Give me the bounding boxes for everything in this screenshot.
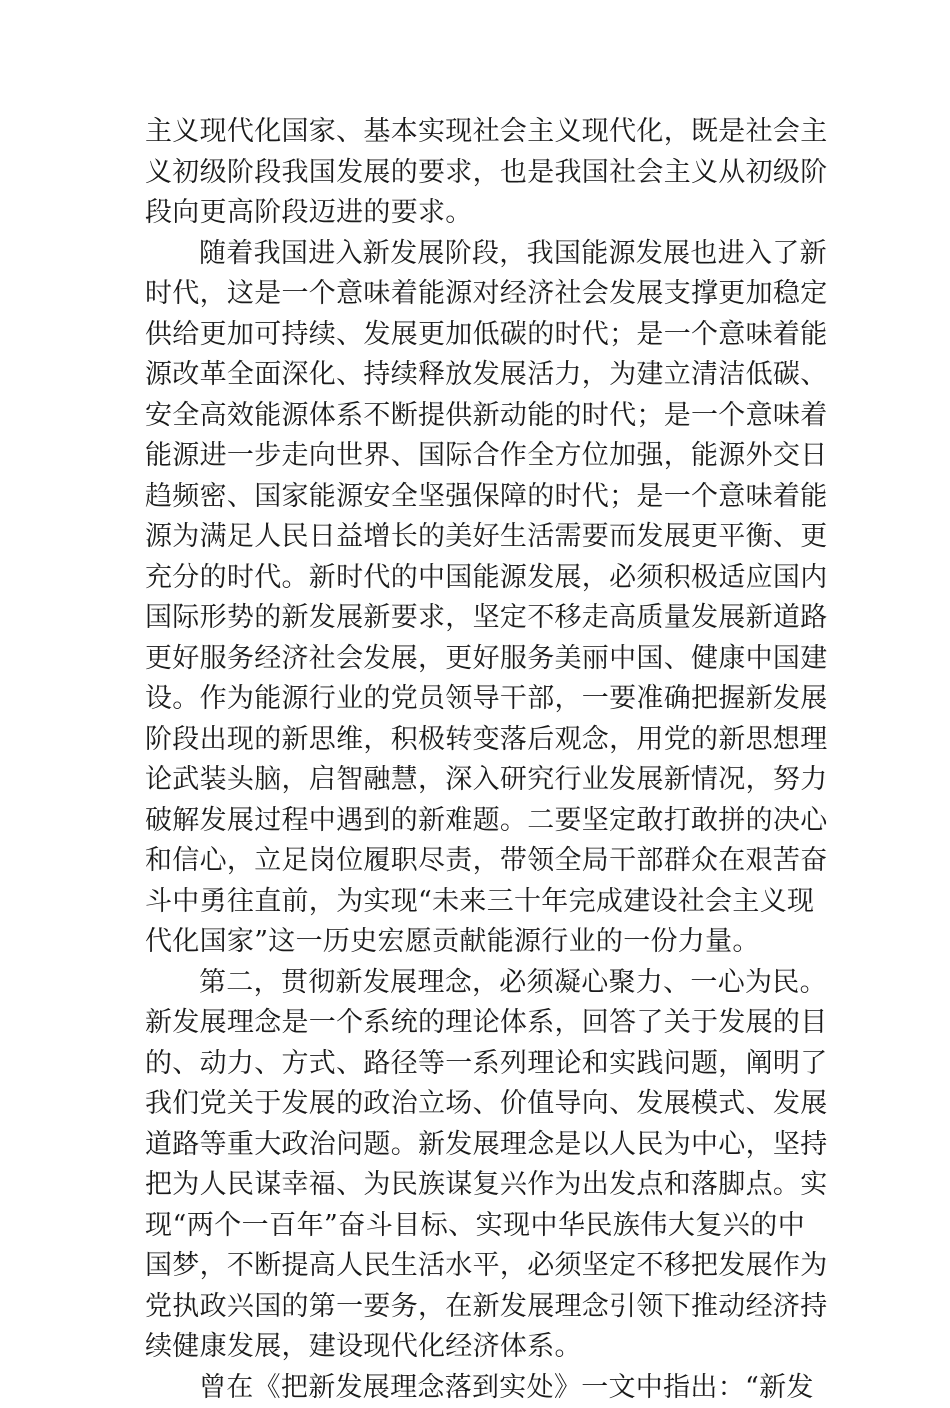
text-line: 充分的时代。新时代的中国能源发展，必须积极适应国内 [145,558,805,599]
text-line: 随着我国进入新发展阶段，我国能源发展也进入了新 [145,234,805,275]
text-line: 第二，贯彻新发展理念，必须凝心聚力、一心为民。 [145,963,805,1004]
text-line: 时代，这是一个意味着能源对经济社会发展支撑更加稳定 [145,274,805,315]
text-line: 把为人民谋幸福、为民族谋复兴作为出发点和落脚点。实 [145,1165,805,1206]
text-line: 国际形势的新发展新要求，坚定不移走高质量发展新道路 [145,598,805,639]
text-line: 新发展理念是一个系统的理论体系，回答了关于发展的目 [145,1003,805,1044]
text-line: 设。作为能源行业的党员领导干部，一要准确把握新发展 [145,679,805,720]
text-line: 源为满足人民日益增长的美好生活需要而发展更平衡、更 [145,517,805,558]
document-body [145,112,805,1408]
text-line: 和信心，立足岗位履职尽责，带领全局干部群众在艰苦奋 [145,841,805,882]
text-line: 党执政兴国的第一要务，在新发展理念引领下推动经济持 [145,1287,805,1328]
text-line: 续健康发展，建设现代化经济体系。 [145,1327,805,1368]
text-line: 主义现代化国家、基本实现社会主义现代化，既是社会主 [145,112,805,153]
text-line: 趋频密、国家能源安全坚强保障的时代；是一个意味着能 [145,477,805,518]
text-line: 现“两个一百年”奋斗目标、实现中华民族伟大复兴的中 [145,1206,805,1247]
text-line: 段向更高阶段迈进的要求。 [145,193,805,234]
text-line: 安全高效能源体系不断提供新动能的时代；是一个意味着 [145,396,805,437]
text-line: 代化国家”这一历史宏愿贡献能源行业的一份力量。 [145,922,805,963]
text-line: 义初级阶段我国发展的要求，也是我国社会主义从初级阶 [145,153,805,194]
text-line: 曾在《把新发展理念落到实处》一文中指出：“新发 [145,1368,805,1408]
text-line: 能源进一步走向世界、国际合作全方位加强，能源外交日 [145,436,805,477]
text-line: 破解发展过程中遇到的新难题。二要坚定敢打敢拼的决心 [145,801,805,842]
text-line: 源改革全面深化、持续释放发展活力，为建立清洁低碳、 [145,355,805,396]
text-line: 斗中勇往直前，为实现“未来三十年完成建设社会主义现 [145,882,805,923]
text-line: 更好服务经济社会发展，更好服务美丽中国、健康中国建 [145,639,805,680]
text-line: 国梦，不断提高人民生活水平，必须坚定不移把发展作为 [145,1246,805,1287]
text-line: 供给更加可持续、发展更加低碳的时代；是一个意味着能 [145,315,805,356]
text-line: 道路等重大政治问题。新发展理念是以人民为中心，坚持 [145,1125,805,1166]
text-line: 的、动力、方式、路径等一系列理论和实践问题，阐明了 [145,1044,805,1085]
text-line: 论武装头脑，启智融慧，深入研究行业发展新情况，努力 [145,760,805,801]
text-line: 我们党关于发展的政治立场、价值导向、发展模式、发展 [145,1084,805,1125]
text-line: 阶段出现的新思维，积极转变落后观念，用党的新思想理 [145,720,805,761]
